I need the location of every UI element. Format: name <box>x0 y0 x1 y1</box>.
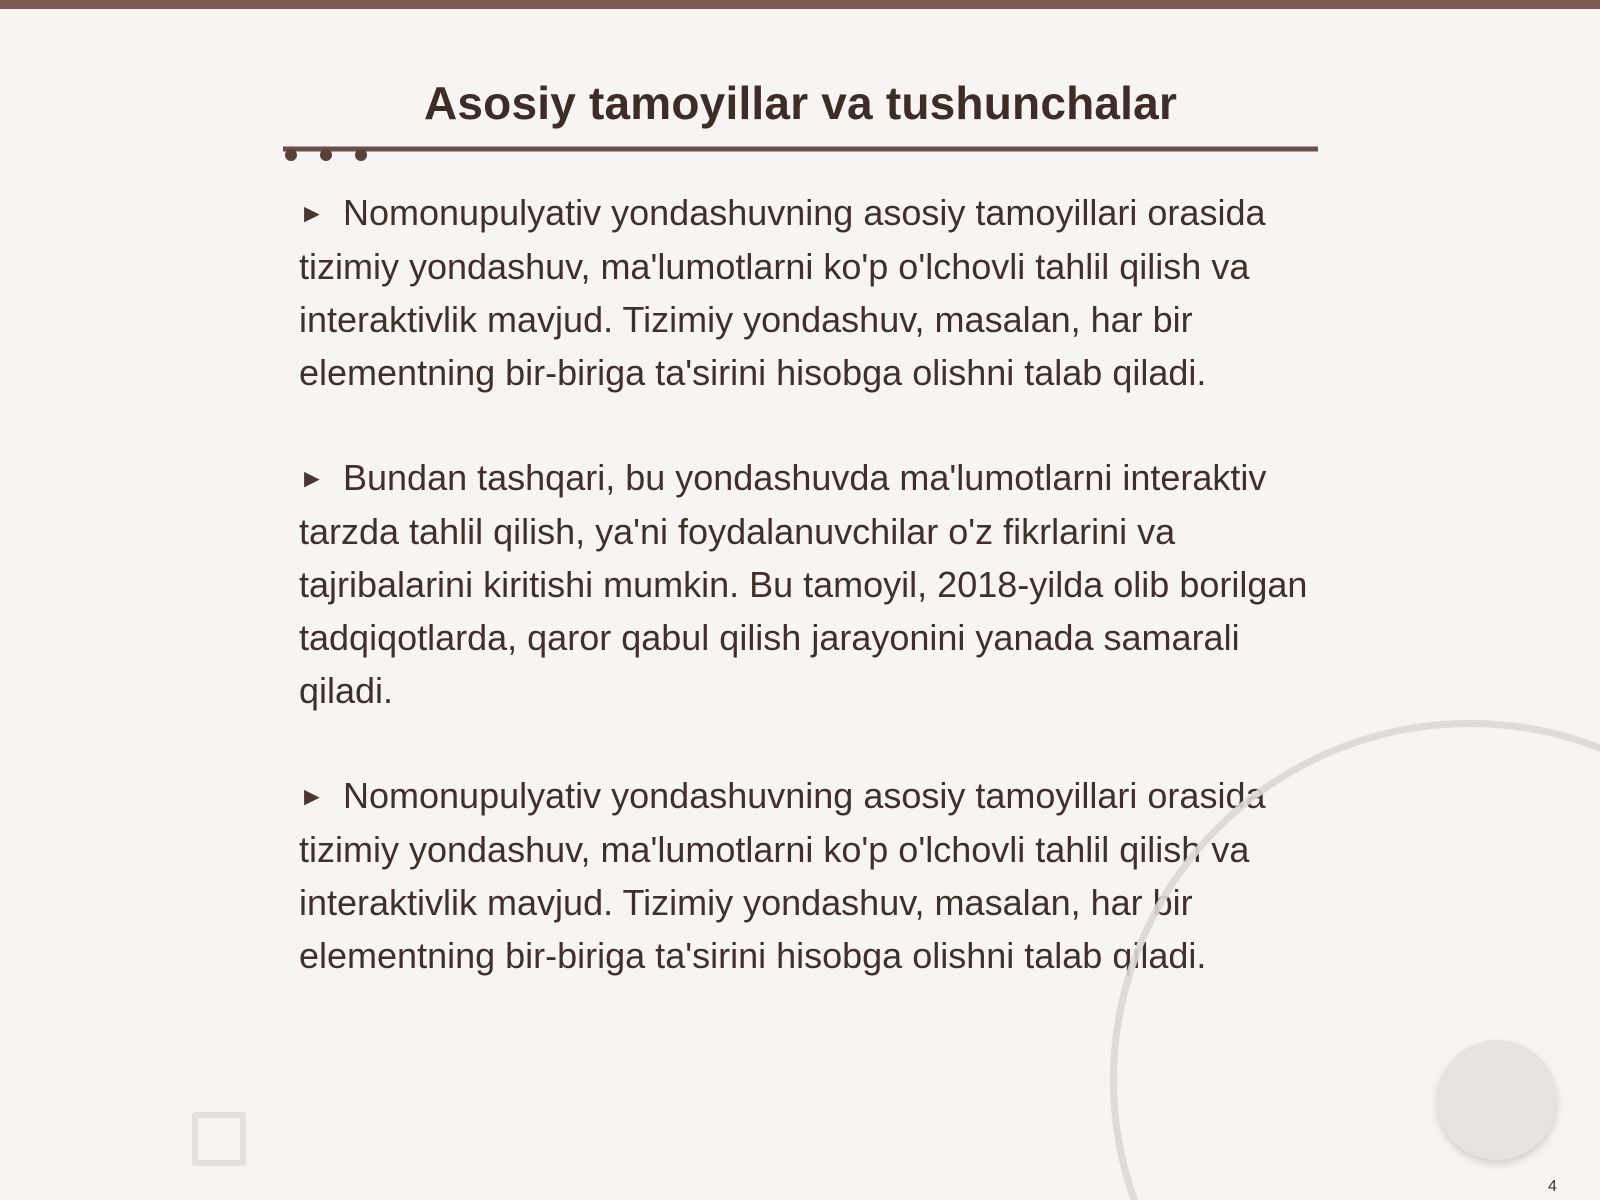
decorative-square <box>192 1112 246 1166</box>
title-underline <box>283 141 1318 161</box>
triangle-bullet-icon: ► <box>299 463 325 493</box>
top-accent-bar <box>0 0 1600 9</box>
page-number: 4 <box>1548 1178 1557 1195</box>
triangle-bullet-icon: ► <box>299 198 325 228</box>
slide-title: Asosiy tamoyillar va tushunchalar <box>423 77 1178 129</box>
bullet-item <box>299 186 1309 399</box>
bullet-text: Bundan tashqari, bu yondashuvda ma'lumotlarni interaktiv tarzda tahlil qilish, ya'ni foydalanuvchilar o'z fikrlarini va tajribalarini kiritishi mumkin. Bu tamoyil, 2018-yilda olib borilgan tadqiqotlarda, qaror qabul qilish jarayonini yanada samarali qiladi. <box>299 457 1308 711</box>
bullet-text: Nomonupulyativ yondashuvning asosiy tamoyillari orasida tizimiy yondashuv, ma'lumotlarni ko'p o'lchovli tahlil qilish va interaktivlik mavjud. Tizimiy yondashuv, masalan, har bir elementning bir-biriga ta'sirini hisobga olishni talab qiladi. <box>299 192 1266 393</box>
rule-dot-icon <box>285 149 297 161</box>
bullet-item <box>299 451 1309 717</box>
bullet-text: Nomonupulyativ yondashuvning asosiy tamoyillari orasida tizimiy yondashuv, ma'lumotlarni ko'p o'lchovli tahlil qilish va interaktivlik mavjud. Tizimiy yondashuv, masalan, har bir elementning bir-biriga ta'sirini hisobga olishni talab qiladi. <box>299 775 1266 976</box>
decorative-disc <box>1437 1040 1557 1160</box>
rule-dot-icon <box>320 149 332 161</box>
rule-dot-icon <box>355 149 367 161</box>
triangle-bullet-icon: ► <box>299 781 325 811</box>
